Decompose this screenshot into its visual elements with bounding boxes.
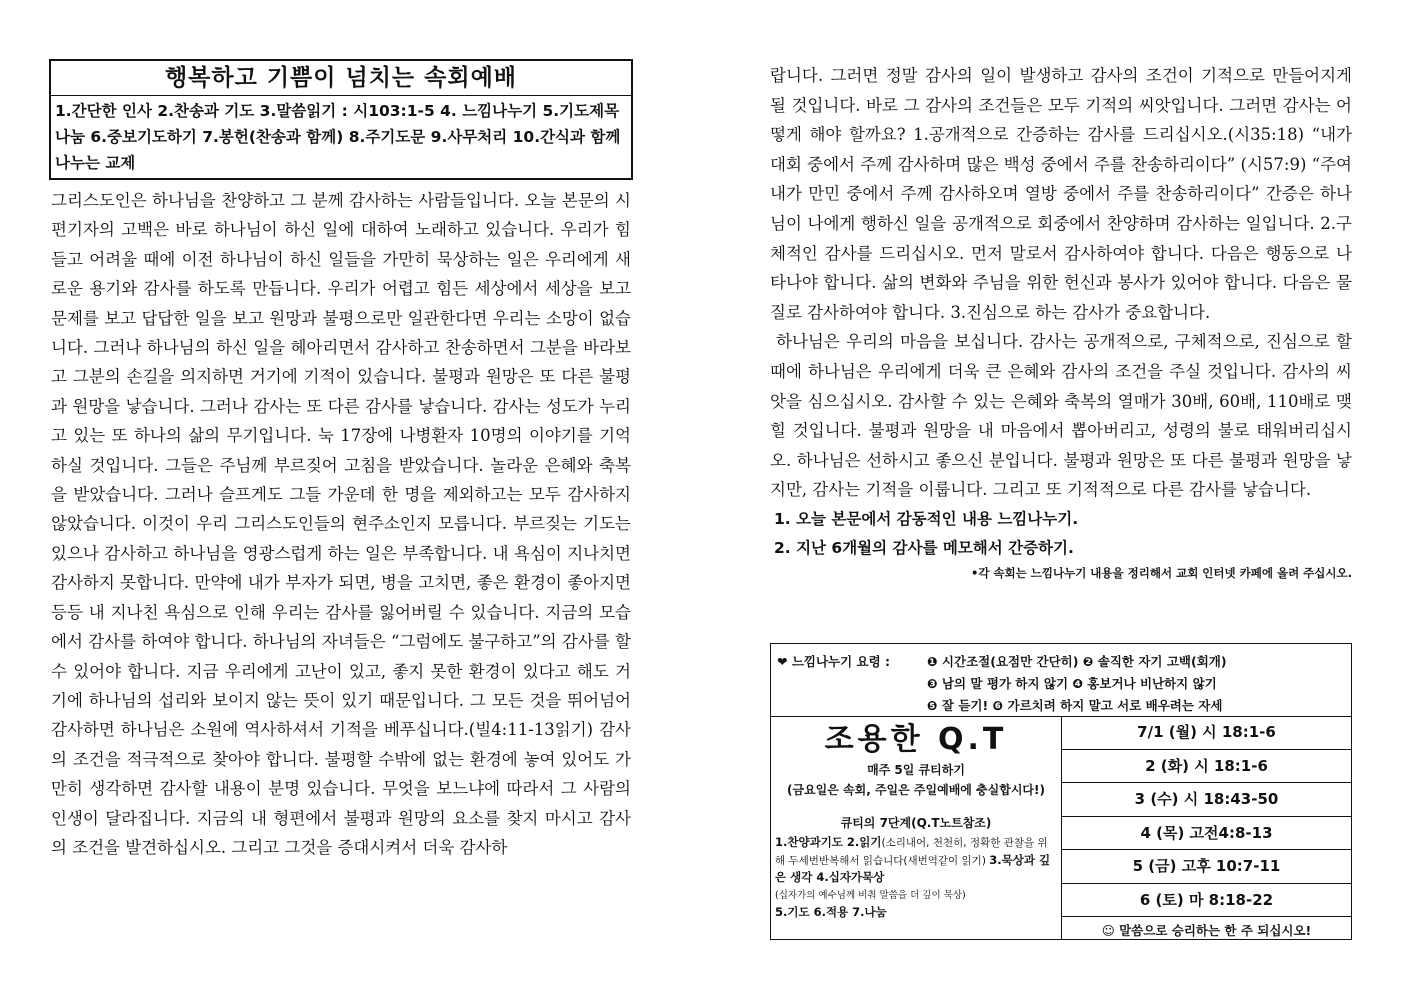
schedule-row: 7/1 (월) 시 18:1-6 bbox=[1062, 716, 1351, 750]
guide-box bbox=[770, 643, 1352, 940]
schedule-row: 4 (목) 고전4:8-13 bbox=[1062, 817, 1351, 851]
sermon-text-part1: 그리스도인은 하나님을 찬양하고 그 분께 감사하는 사람들입니다. 오늘 본문의 시편기자의 고백은 바로 하나님이 하신 일에 대하여 노래하고 있습니다. 우리가 힘들고 어려울 때에 이전 하나님이 하신 일들을 가만히 묵상하는 일은 우리에게 새로운 용기와 감사를 하도록 만듭니다. 우리가 어렵고 힘든 세상에서 세상을 보고 문제를 보고 답답한 일을 보고 원망과 불평으로만 일관한다면 우리는 소망이 없습니다. 그러나 하나님의 하신 일을 헤아리면서 감사하고 찬송하면서 그분을 바라보고 그분의 손길을 의지하면 거기에 기적이 있습니다. 불평과 원망은 또 다른 불평과 원망을 낳습니다. 그러나 감사는 또 다른 감사를 낳습니다. 감사는 성도가 누리고 있는 또 하나의 삶의 무기입니다. 눅 17장에 나병환자 10명의 이야기를 기억하실 것입니다. 그들은 주님께 부르짖어 고침을 받았습니다. 놀라운 은혜와 축복을 받았습니다. 그러나 슬프게도 그들 가운데 한 명을 제외하고는 모두 감사하지 않았습니다. 이것이 우리 그리스도인들의 현주소인지 모릅니다. 부르짖는 기도는 있으나 감사하고 하나님을 영광스럽게 하는 일은 부족합니다. 내 욕심이 지나치면 감사하지 못합니다. 만약에 내가 부자가 되면, 병을 고치면, 좋은 환경이 좋아지면 등등 내 지나친 욕심으로 인해 우리는 감사를 잃어버릴 수 있습니다. 지금의 모습에서 감사를 하여야 합니다. 하나님의 자녀들은 “그럼에도 불구하고”의 감사를 할 수 있어야 합니다. 지금 우리에게 고난이 있고, 좋지 못한 환경이 있다고 해도 거기에 하나님의 섭리와 보이지 않는 뜻이 있기 때문입니다. 그 모든 것을 뛰어넘어 감사하면 하나님은 소원에 역사하셔서 기적을 베푸십니다.(빌4:11-13읽기) 감사의 조건을 적극적으로 찾아야 합니다. 불평할 수밖에 없는 환경에 놓여 있어도 가만히 생각하면 감사할 내용이 분명 있습니다. 무엇을 보느냐에 따라서 그 사람의 인생이 달라집니다. 지금의 내 형편에서 불평과 원망의 요소를 찾지 마시고 감사의 조건을 발견하십시오. 그리고 그것을 증대시켜서 더욱 감사하 bbox=[51, 191, 631, 857]
qt-step-1-2: 1.찬양과기도 2.읽기 bbox=[775, 835, 882, 849]
cafe-note: •각 속회는 느낌나누기 내용을 정리해서 교회 인터넷 카페에 올려 주십시오. bbox=[970, 565, 1352, 580]
sharing-tip-line-3: ❺ 잘 듣기! ❻ 가르치려 하지 말고 서로 배우려는 자세 bbox=[927, 698, 1223, 713]
sermon-paragraph-1: 랍니다. 그러면 정말 감사의 일이 발생하고 감사의 조건이 기적으로 만들어지게 될 것입니다. 바로 그 감사의 조건들은 모두 기적의 씨앗입니다. 그러면 감사는 어떻게 해야 할까요? 1.공개적으로 간증하는 감사를 드리십시오.(시35:18) “내가 대회 중에서 주께 감사하며 많은 백성 중에서 주를 찬송하리이다” (시57:9) “주여 내가 만민 중에서 주께 감사하오며 열방 중에서 주를 찬송하리이다” 간증은 하나님이 나에게 행하신 일을 공개적으로 회중에서 찬양하며 감사하는 일입니다. 2.구체적인 감사를 드리십시오. 먼저 말로서 감사하여야 합니다. 다음은 행동으로 나타나야 합니다. 삶의 변화와 주님을 위한 헌신과 봉사가 있어야 합니다. 다음은 물질로 감사하여야 합니다. 3.진심으로 하는 감사가 중요합니다. bbox=[770, 66, 1352, 322]
closing-message: ☺ 말씀으로 승리하는 한 주 되십시오! bbox=[1101, 923, 1312, 938]
qt-step-4-detail: (십자가의 예수님께 비춰 말씀을 더 깊이 묵상) bbox=[775, 889, 966, 901]
qt-step-2-detail: (소리내어, 천천히, 정확한 관찰을 위해 두세번반복해서 읽습니다(새번역같이 읽기) bbox=[775, 837, 1048, 867]
qt-step-3-4: 3.묵상과 깊은 생각 4.십자가묵상 bbox=[775, 852, 1051, 884]
right-column bbox=[770, 61, 1352, 582]
schedule-row: 3 (수) 시 18:43-50 bbox=[1062, 783, 1351, 817]
qt-subtitle: 매주 5일 큐티하기 bbox=[867, 763, 965, 777]
qt-info bbox=[771, 716, 1062, 939]
discussion-question-1: 1. 오늘 본문에서 감동적인 내용 느낌나누기. bbox=[774, 509, 1079, 528]
worship-order-box bbox=[49, 59, 633, 180]
schedule-row: 2 (화) 시 18:1-6 bbox=[1062, 750, 1351, 784]
worship-order: 1.간단한 인사 2.찬송과 기도 3.말씀읽기 : 시103:1-5 4. 느낌나누기 5.기도제목 나눔 6.중보기도하기 7.봉헌(찬송과 함께) 8.주기도문 9.사무처리 10.간식과 함께 나누는 교제 bbox=[55, 102, 621, 172]
sermon-text-part2 bbox=[770, 61, 1352, 505]
page-title: 행복하고 기쁨이 넘치는 속회예배 bbox=[51, 61, 631, 96]
schedule-row: 5 (금) 고후 10:7-11 bbox=[1062, 850, 1351, 884]
sermon-paragraph-2: 하나님은 우리의 마음을 보십니다. 감사는 공개적으로, 구체적으로, 진심으로 할 때에 하나님은 우리에게 더욱 큰 은혜와 감사의 조건을 주실 것입니다. 감사의 씨앗을 심으십시오. 감사할 수 있는 은혜와 축복의 열매가 30배, 60배, 110배로 맺힐 것입니다. 불평과 원망을 내 마음에서 뽑아버리고, 성령의 불로 태워버리십시오. 하나님은 선하시고 좋으신 분입니다. 불평과 원망은 또 다른 불평과 원망을 낳지만, 감사는 기적을 이룹니다. 그리고 또 기적적으로 다른 감사를 낳습니다. bbox=[770, 332, 1352, 500]
left-column bbox=[49, 59, 633, 862]
sharing-tips-label: ❤ 느낌나누기 요령 : bbox=[777, 654, 891, 669]
qt-step-5-7: 5.기도 6.적용 7.나눔 bbox=[775, 905, 887, 919]
qt-title: 조용한 Q.T bbox=[824, 722, 1008, 757]
qt-steps bbox=[771, 832, 1061, 922]
schedule-row: 6 (토) 마 8:18-22 bbox=[1062, 884, 1351, 918]
qt-note: (금요일은 속회, 주일은 주일예배에 충실합시다!) bbox=[787, 783, 1045, 797]
discussion-question-2: 2. 지난 6개월의 감사를 메모해서 간증하기. bbox=[774, 538, 1074, 557]
qt-schedule bbox=[1062, 716, 1351, 939]
sharing-tip-line-1: ❶ 시간조절(요점만 간단히) ❷ 솔직한 자기 고백(회개) bbox=[927, 654, 1227, 669]
qt-steps-title: 큐티의 7단계(Q.T노트참조) bbox=[840, 816, 992, 830]
sharing-tip-line-2: ❸ 남의 말 평가 하지 않기 ❹ 홍보거나 비난하지 않기 bbox=[927, 676, 1217, 691]
sharing-tips bbox=[771, 644, 1351, 717]
